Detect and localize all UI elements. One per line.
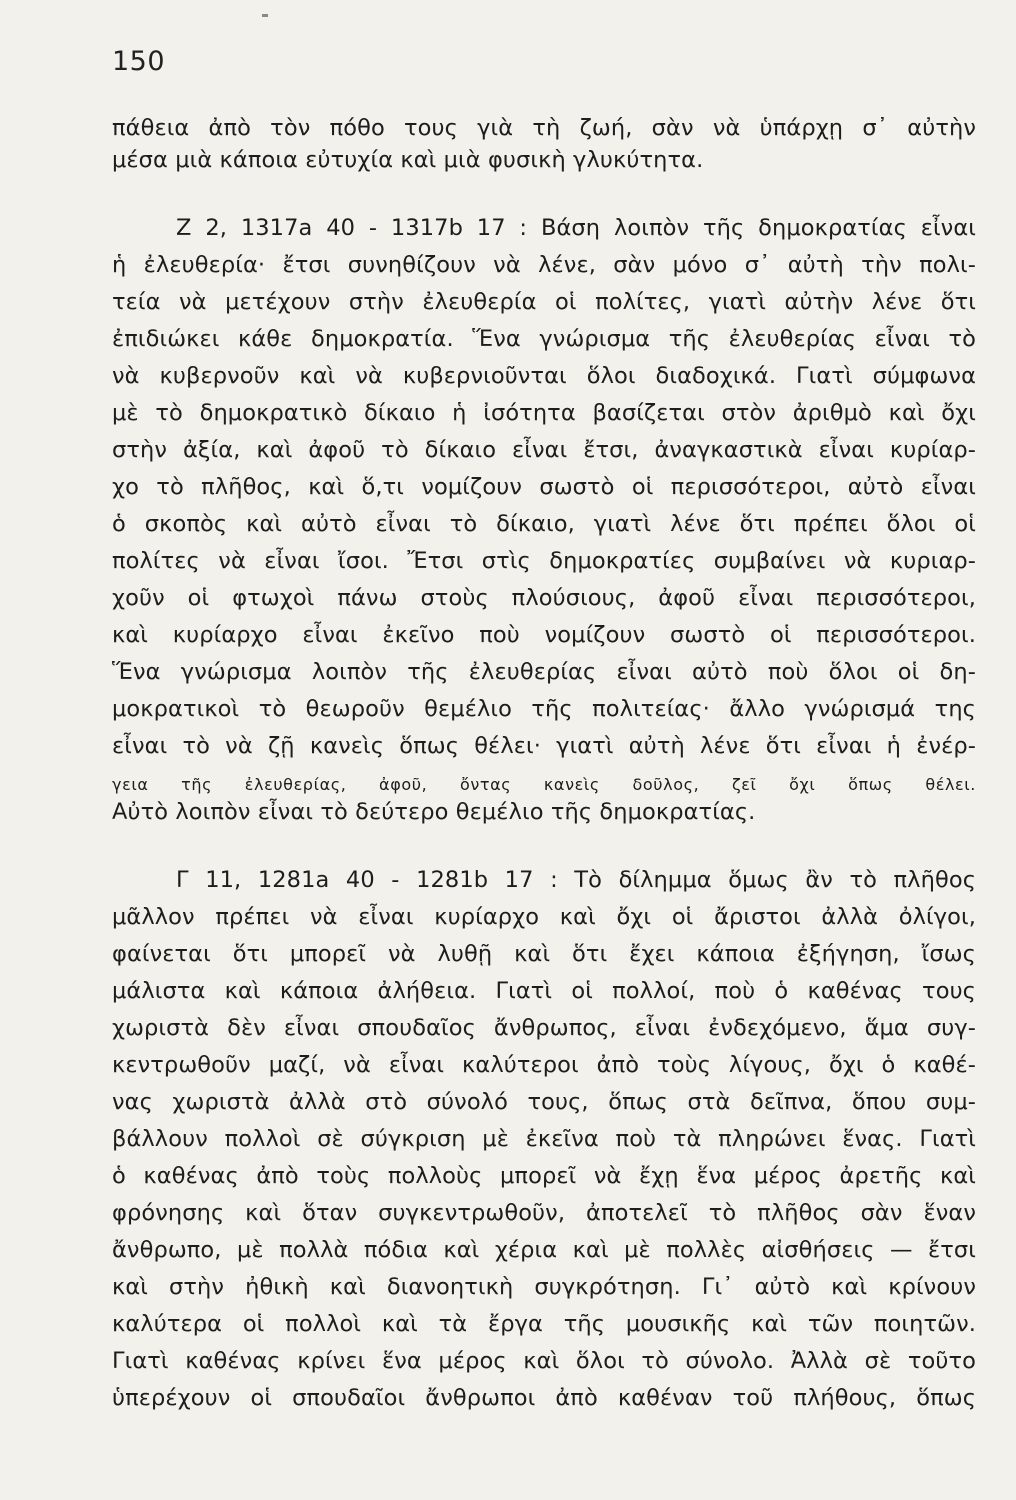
text-line: ὁ σκοπὸς καὶ αὐτὸ εἶναι τὸ δίκαιο, γιατὶ λένε ὅτι πρέπει ὅλοι οἱ xyxy=(112,511,976,537)
text-line: στὴν ἀξία, καὶ ἀφοῦ τὸ δίκαιο εἶναι ἔτσι, ἀναγκαστικὰ εἶναι κυρίαρ- xyxy=(112,437,976,463)
scan-mark xyxy=(262,14,268,17)
text-line: μέσα μιὰ κάποια εὐτυχία καὶ μιὰ φυσικὴ γλυκύτητα. xyxy=(112,147,704,173)
text-line: νας χωριστὰ ἀλλὰ στὸ σύνολό τους, ὅπως στὰ δεῖπνα, ὅπου συμ- xyxy=(112,1089,976,1115)
text-line: καλύτερα οἱ πολλοὶ καὶ τὰ ἔργα τῆς μουσικῆς καὶ τῶν ποιητῶν. xyxy=(112,1311,976,1337)
text-line: χωριστὰ δὲν εἶναι σπουδαῖος ἄνθρωπος, εἶναι ἐνδεχόμενο, ἅμα συγ- xyxy=(112,1015,976,1041)
text-line: βάλλουν πολλοὶ σὲ σύγκριση μὲ ἐκεῖνα ποὺ τὰ πληρώνει ἕνας. Γιατὶ xyxy=(112,1126,976,1152)
text-line: χοῦν οἱ φτωχοὶ πάνω στοὺς πλούσιους, ἀφοῦ εἶναι περισσότεροι, xyxy=(112,585,976,611)
text-line: Αὐτὸ λοιπὸν εἶναι τὸ δεύτερο θεμέλιο τῆς δημοκρατίας. xyxy=(112,799,756,825)
text-line: ὑπερέχουν οἱ σπουδαῖοι ἄνθρωποι ἀπὸ καθέναν τοῦ πλήθους, ὅπως xyxy=(112,1385,976,1411)
text-line: τεία νὰ μετέχουν στὴν ἐλευθερία οἱ πολίτες, γιατὶ αὐτὴν λένε ὅτι xyxy=(112,289,976,315)
text-line: γεια τῆς ἐλευθερίας, ἀφοῦ, ὄντας κανεὶς δοῦλος, ζεῖ ὄχι ὅπως θέλει. xyxy=(112,775,976,794)
text-line: ὁ καθένας ἀπὸ τοὺς πολλοὺς μπορεῖ νὰ ἔχῃ ἕνα μέρος ἀρετῆς καὶ xyxy=(112,1163,976,1189)
text-line: Ἕνα γνώρισμα λοιπὸν τῆς ἐλευθερίας εἶναι αὐτὸ ποὺ ὅλοι οἱ δη- xyxy=(112,659,976,685)
section-heading-line: Ζ 2, 1317a 40 - 1317b 17 : Βάση λοιπὸν τῆς δημοκρατίας εἶναι xyxy=(176,215,976,241)
page-number: 150 xyxy=(112,46,166,77)
section-heading-line: Γ 11, 1281a 40 - 1281b 17 : Τὸ δίλημμα ὅμως ἂν τὸ πλῆθος xyxy=(176,867,976,893)
text-line: πολίτες νὰ εἶναι ἴσοι. Ἔτσι στὶς δημοκρατίες συμβαίνει νὰ κυριαρ- xyxy=(112,548,976,574)
text-line: κεντρωθοῦν μαζί, νὰ εἶναι καλύτεροι ἀπὸ τοὺς λίγους, ὄχι ὁ καθέ- xyxy=(112,1052,976,1078)
text-line: εἶναι τὸ νὰ ζῇ κανεὶς ὅπως θέλει· γιατὶ αὐτὴ λένε ὅτι εἶναι ἡ ἐνέρ- xyxy=(112,733,976,759)
text-line: πάθεια ἀπὸ τὸν πόθο τους γιὰ τὴ ζωή, σὰν νὰ ὑπάρχῃ σ᾽ αὐτὴν xyxy=(112,115,976,141)
text-line: μὲ τὸ δημοκρατικὸ δίκαιο ἡ ἰσότητα βασίζεται στὸν ἀριθμὸ καὶ ὄχι xyxy=(112,400,976,426)
text-line: καὶ στὴν ἠθικὴ καὶ διανοητικὴ συγκρότηση. Γι᾽ αὐτὸ καὶ κρίνουν xyxy=(112,1274,976,1300)
text-line: φρόνησης καὶ ὅταν συγκεντρωθοῦν, ἀποτελεῖ τὸ πλῆθος σὰν ἕναν xyxy=(112,1200,976,1226)
text-line: Γιατὶ καθένας κρίνει ἕνα μέρος καὶ ὅλοι τὸ σύνολο. Ἀλλὰ σὲ τοῦτο xyxy=(112,1348,976,1374)
text-line: μάλιστα καὶ κάποια ἀλήθεια. Γιατὶ οἱ πολλοί, ποὺ ὁ καθένας τους xyxy=(112,978,976,1004)
text-line: νὰ κυβερνοῦν καὶ νὰ κυβερνιοῦνται ὅλοι διαδοχικά. Γιατὶ σύμφωνα xyxy=(112,363,976,389)
text-line: μοκρατικοὶ τὸ θεωροῦν θεμέλιο τῆς πολιτείας· ἄλλο γνώρισμά της xyxy=(112,696,976,722)
text-line: ἐπιδιώκει κάθε δημοκρατία. Ἕνα γνώρισμα τῆς ἐλευθερίας εἶναι τὸ xyxy=(112,326,976,352)
text-line: μᾶλλον πρέπει νὰ εἶναι κυρίαρχο καὶ ὄχι οἱ ἄριστοι ἀλλὰ ὀλίγοι, xyxy=(112,904,976,930)
text-line: φαίνεται ὅτι μπορεῖ νὰ λυθῇ καὶ ὅτι ἔχει κάποια ἐξήγηση, ἴσως xyxy=(112,941,976,967)
text-line: καὶ κυρίαρχο εἶναι ἐκεῖνο ποὺ νομίζουν σωστὸ οἱ περισσότεροι. xyxy=(112,622,976,648)
text-line: ἡ ἐλευθερία· ἔτσι συνηθίζουν νὰ λένε, σὰν μόνο σ᾽ αὐτὴ τὴν πολι- xyxy=(112,252,976,278)
text-line: χο τὸ πλῆθος, καὶ ὅ,τι νομίζουν σωστὸ οἱ περισσότεροι, αὐτὸ εἶναι xyxy=(112,474,976,500)
text-line: ἄνθρωπο, μὲ πολλὰ πόδια καὶ χέρια καὶ μὲ πολλὲς αἰσθήσεις — ἔτσι xyxy=(112,1237,976,1263)
